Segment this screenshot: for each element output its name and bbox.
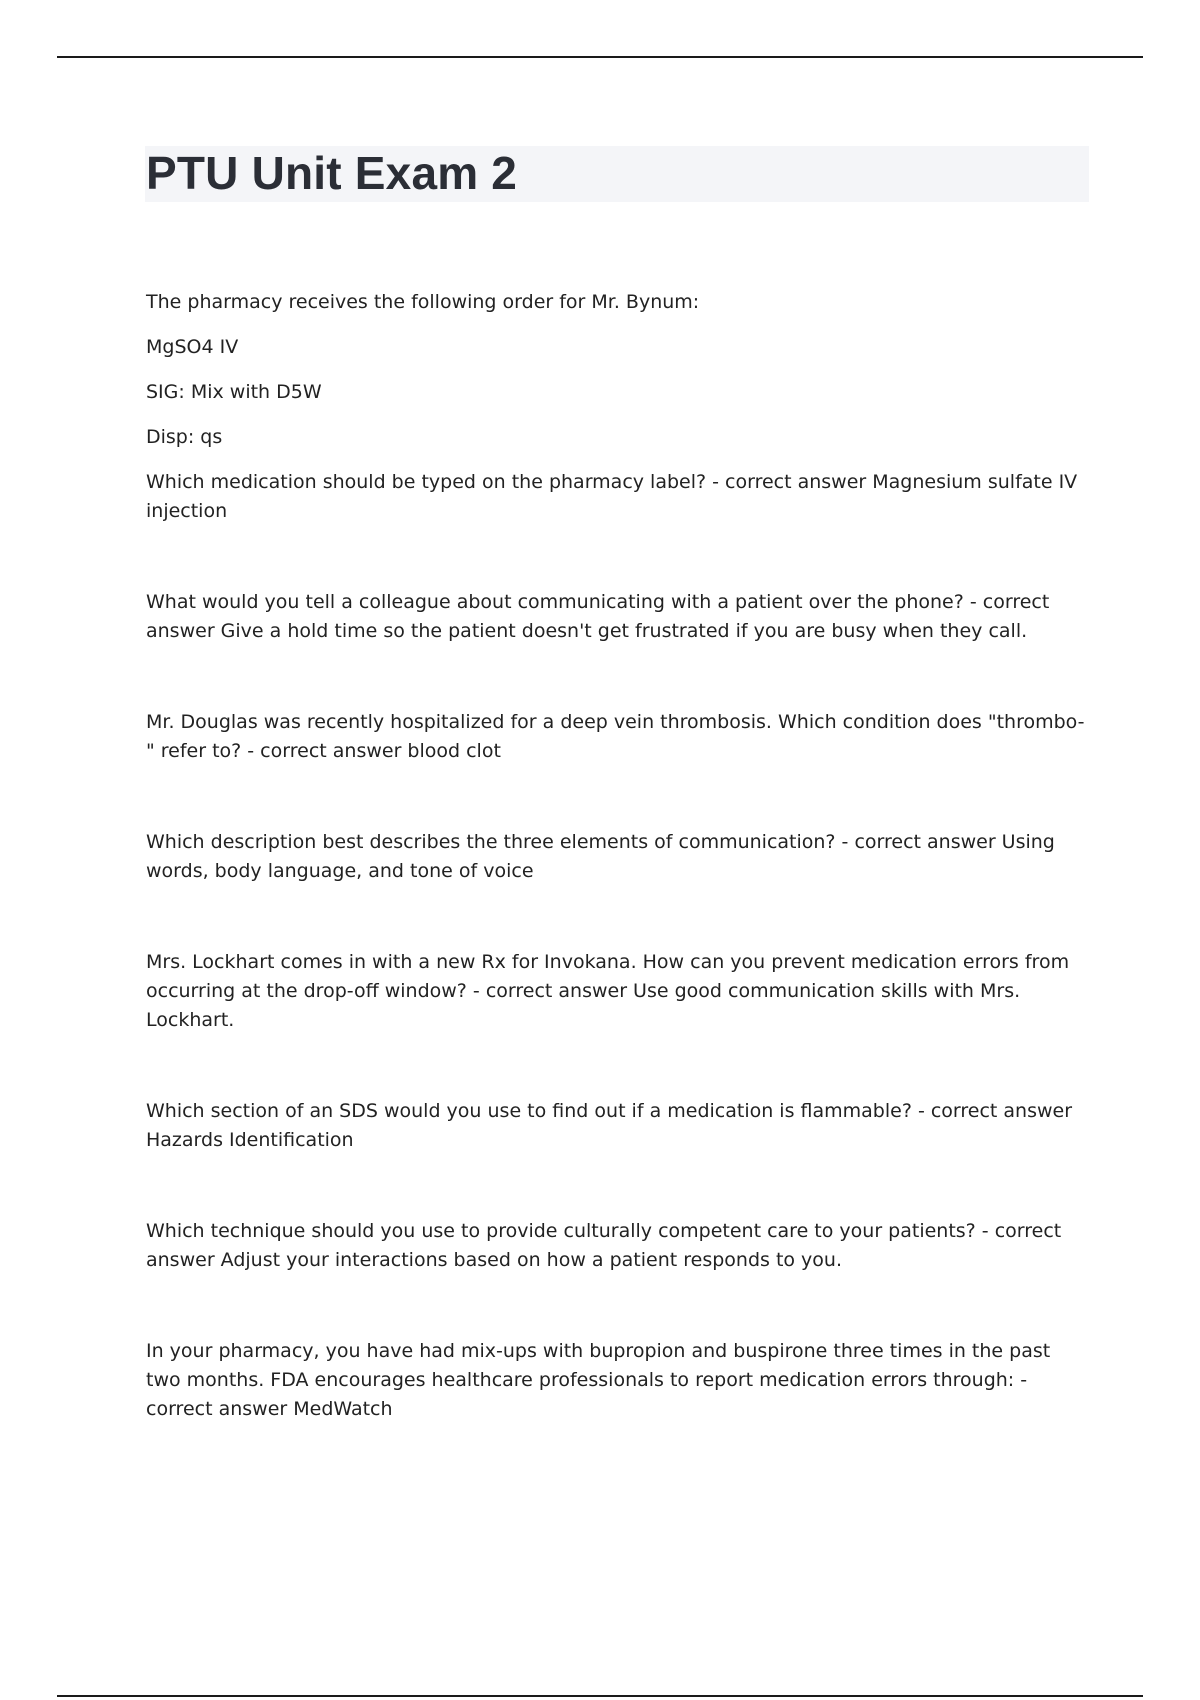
page-title: PTU Unit Exam 2: [146, 147, 518, 199]
order-intro: The pharmacy receives the following order for Mr. Bynum:: [146, 291, 700, 313]
question-answer: What would you tell a colleague about communicating with a patient over the phone? - correct answer Give a hold time so the patient doesn't get frustrated if you are busy when they call.: [146, 591, 1050, 642]
order-line: SIG: Mix with D5W: [146, 381, 322, 403]
question-answer: Which section of an SDS would you use to find out if a medication is flammable? - correct answer Hazards Identification: [146, 1100, 1073, 1151]
question-answer: Which technique should you use to provide culturally competent care to your patients? - correct answer Adjust your interactions based on how a patient responds to you.: [146, 1220, 1062, 1271]
order-line: Disp: qs: [146, 426, 223, 448]
question-answer: Which description best describes the three elements of communication? - correct answer Using words, body language, and tone of voice: [146, 831, 1055, 882]
order-line: MgSO4 IV: [146, 336, 239, 358]
document-body: [146, 288, 1086, 1486]
question-answer: Which medication should be typed on the pharmacy label? - correct answer Magnesium sulfate IV injection: [146, 471, 1078, 522]
question-answer: Mrs. Lockhart comes in with a new Rx for Invokana. How can you prevent medication errors from occurring at the drop-off window? - correct answer Use good communication skills with Mrs. Lockhart.: [146, 951, 1070, 1031]
bottom-rule: [57, 1695, 1143, 1697]
question-answer: Mr. Douglas was recently hospitalized for a deep vein thrombosis. Which condition does "thrombo-" refer to? - correct answer blood clot: [146, 711, 1085, 762]
question-answer: In your pharmacy, you have had mix-ups with bupropion and buspirone three times in the past two months. FDA encourages healthcare professionals to report medication errors through: - correct answer MedWatch: [146, 1340, 1051, 1420]
top-rule: [57, 56, 1143, 58]
